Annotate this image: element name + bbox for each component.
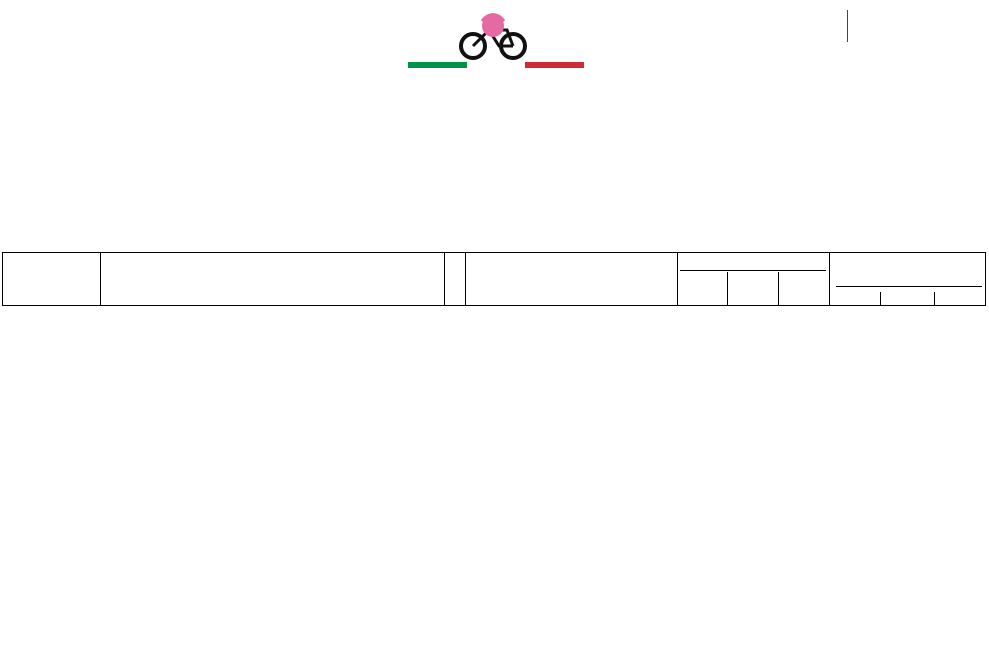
logo-divider [847,10,848,42]
table-header [2,252,986,306]
giro-bike-icon [455,12,535,60]
tricolor-band [408,62,584,68]
